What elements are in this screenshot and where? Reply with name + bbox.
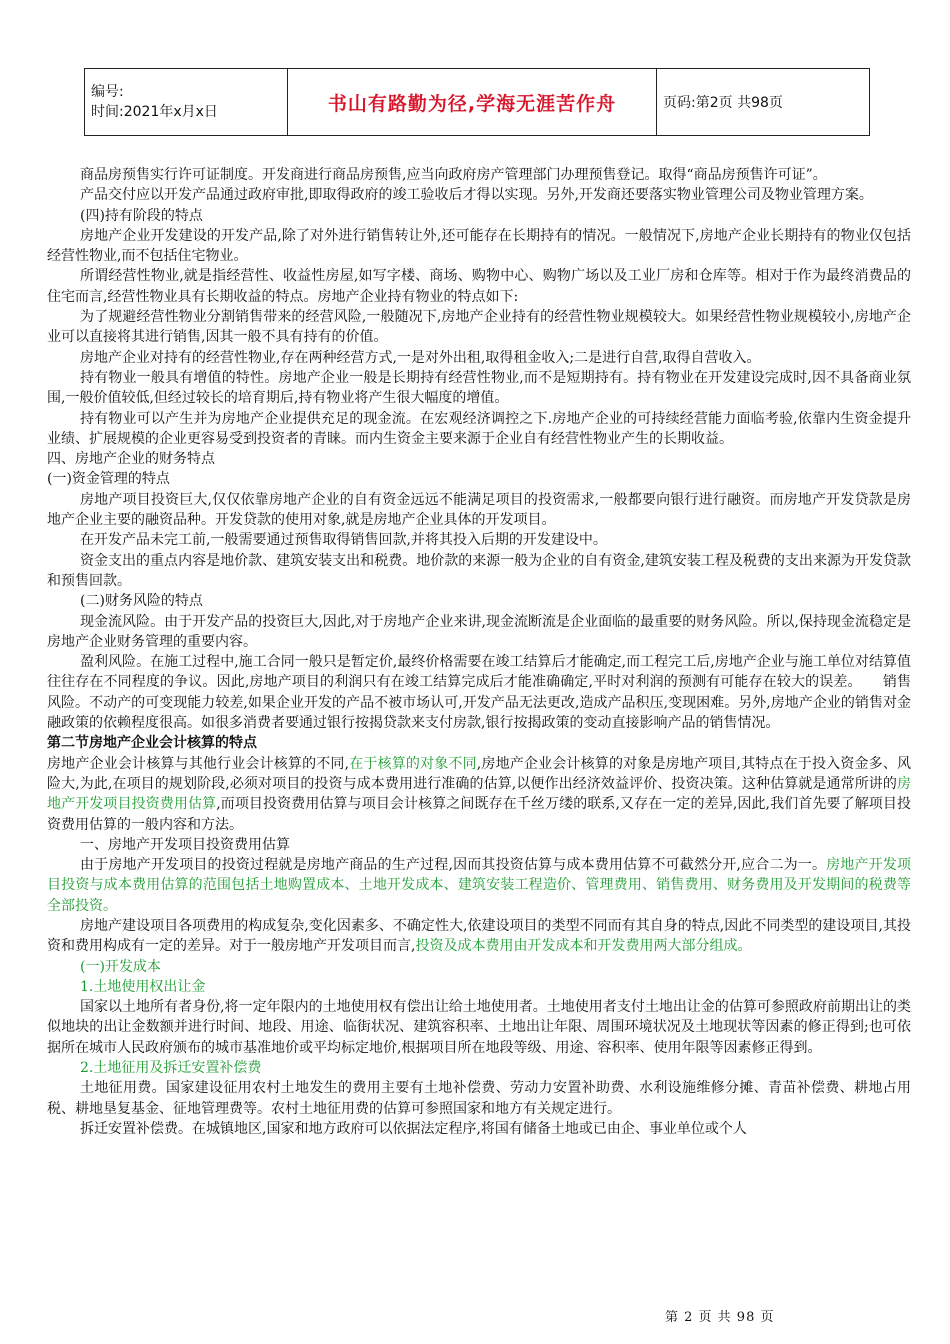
document-body (47, 165, 911, 1139)
paragraph: 一、房地产开发项目投资费用估算 (80, 836, 290, 853)
paragraph: 为了规避经营性物业分割销售带来的经营风险,一般随况下,房地产企业持有的经营性物业规模较大。如果经营性物业规模较小,房地产企业可以直接将其进行销售,因其一般不具有持有的价值。 (47, 309, 911, 346)
paragraph: 资金支出的重点内容是地价款、建筑安装支出和税费。地价款的来源一般为企业的自有资金,建筑安装工程及税费的支出来源为开发贷款和预售回款。 (47, 552, 911, 589)
paragraph: (二)财务风险的特点 (80, 593, 203, 610)
text-segment: 房地产企业会计核算与其他行业会计核算的不同, (47, 755, 350, 772)
section-heading: 第二节房地产企业会计核算的特点 (47, 735, 257, 752)
paragraph (47, 855, 911, 916)
paragraph: 国家以土地所有者身份,将一定年限内的土地使用权有偿出让给土地使用者。土地使用者支付土地出让金的估算可参照政府前期出让的类似地块的出让金数额并进行时间、地段、用途、临街状况、建筑容积率、土地出让年限、周围环境状况及土地现状等因素的修正得到;也可依据所在城市人民政府颁布的城市基准地价或平均标定地价,根据项目所在地段等级、用途、容积率、使用年限等因素修正得到。 (47, 999, 911, 1056)
header-meta (85, 69, 288, 136)
paragraph: 盈利风险。在施工过程中,施工合同一般只是暂定价,最终价格需要在竣工结算后才能确定,而工程完工后,房地产企业与施工单位对结算值往往存在不同程度的争议。因此,房地产项目的利润只有在竣工结算完成后才能准确确定,平时对利润的预测有可能存在较大的误差。 销售风险。不动产的可变现能力较差,如果企业开发的产品不被市场认可,开发产品无法更改,造成产品积压,变现困难。另外,房地产企业的销售对金融政策的依赖程度很高。如很多消费者要通过银行按揭贷款来支付房款,银行按揭政策的变动直接影响产品的销售情况。 (47, 654, 911, 732)
paragraph: 2.土地征用及拆迁安置补偿费 (80, 1060, 262, 1077)
text-segment: ,而项目投资费用估算与项目会计核算之间既存在千丝万缕的联系,又存在一定的差异,因此,我们首先要了解项目投资费用估算的一般内容和方法。 (47, 796, 911, 833)
paragraph (47, 754, 911, 835)
code-label: 编号: (91, 84, 124, 100)
highlighted-text: 在于核算的对象不同 (349, 755, 477, 772)
paragraph: 持有物业一般具有增值的特性。房地产企业一般是长期持有经营性物业,而不是短期持有。持有物业在开发建设完成时,因不具备商业氛围,一般价值较低,但经过较长的培育期后,持有物业将产生很大幅度的增值。 (47, 369, 911, 407)
highlighted-text: 投资及成本费用由开发成本和开发费用两大部分组成。 (415, 938, 752, 955)
paragraph: 在开发产品未完工前,一般需要通过预售取得销售回款,并将其投入后期的开发建设中。 (80, 532, 607, 549)
text-segment: 由于房地产开发项目的投资过程就是房地产商品的生产过程,因而其投资估算与成本费用估算不可截然分开,应合二为一。 (80, 857, 827, 874)
paragraph: 房地产项目投资巨大,仅仅依靠房地产企业的自有资金远远不能满足项目的投资需求,一般都要向银行进行融资。而房地产开发贷款是房地产企业主要的融资品种。开发贷款的使用对象,就是房地产企业具体的开发项目。 (47, 491, 911, 529)
document-header (84, 68, 870, 136)
paragraph: 产品交付应以开发产品通过政府审批,即取得政府的竣工验收后才得以实现。另外,开发商还要落实物业管理公司及物业管理方案。 (80, 187, 873, 204)
highlighted-text: 房地产开发项目投资费用估算 (47, 775, 911, 813)
text-segment: 房地产建设项目各项费用的构成复杂,变化因素多、不确定性大,依建设项目的类型不同而有其自身的特点,因此不同类型的建设项目,其投资和费用构成有一定的差异。对于一般房地产开发项目而言, (47, 917, 911, 955)
paragraph: 1.土地使用权出让金 (80, 978, 206, 995)
text-segment: ,房地产企业会计核算的对象是房地产项目,其特点在于投入资金多、风险大,为此,在项目的规划阶段,必须对项目的投资与成本费用进行准确的估算,以便作出经济效益评价、投资决策。这种估算就是通常所讲的 (47, 755, 912, 792)
paragraph (47, 916, 911, 957)
time-label: 时间:2021年x月x日 (91, 104, 218, 120)
motto: 书山有路勤为径,学海无涯苦作舟 (288, 69, 657, 136)
paragraph: 土地征用费。国家建设征用农村土地发生的费用主要有土地补偿费、劳动力安置补助费、水利设施维修分摊、青苗补偿费、耕地占用税、耕地垦复基金、征地管理费等。农村土地征用费的估算可参照国家和地方有关规定进行。 (47, 1080, 911, 1117)
paragraph: (一)资金管理的特点 (47, 471, 170, 488)
paragraph: (一)开发成本 (80, 958, 161, 975)
paragraph: 持有物业可以产生并为房地产企业提供充足的现金流。在宏观经济调控之下.房地产企业的可持续经营能力面临考验,依靠内生资金提升业绩、扩展规模的企业更容易受到投资者的青睐。而内生资金主要来源于企业自有经营性物业产生的长期收益。 (47, 410, 911, 447)
paragraph: (四)持有阶段的特点 (80, 207, 203, 224)
paragraph: 房地产企业开发建设的开发产品,除了对外进行销售转让外,还可能存在长期持有的情况。一般情况下,房地产企业长期持有的物业仅包括经营性物业,而不包括住宅物业。 (47, 227, 911, 265)
page-footer: 第 2 页 共 98 页 (665, 1310, 775, 1325)
paragraph: 拆迁安置补偿费。在城镇地区,国家和地方政府可以依据法定程序,将国有储备土地或已由企、事业单位或个人 (80, 1120, 747, 1137)
highlighted-text: 房地产开发项目投资与成本费用估算的范围包括土地购置成本、土地开发成本、建筑安装工程造价、管理费用、销售费用、财务费用及开发期间的税费等全部投资。 (47, 857, 911, 914)
page-label: 页码:第2页 共98页 (657, 69, 870, 136)
paragraph: 商品房预售实行许可证制度。开发商进行商品房预售,应当向政府房产管理部门办理预售登记。取得“商品房预售许可证”。 (80, 167, 827, 183)
paragraph: 所谓经营性物业,就是指经营性、收益性房屋,如写字楼、商场、购物中心、购物广场以及工业厂房和仓库等。相对于作为最终消费品的住宅而言,经营性物业具有长期收益的特点。房地产企业持有物业的特点如下: (47, 268, 911, 305)
paragraph: 房地产企业对持有的经营性物业,存在两种经营方式,一是对外出租,取得租金收入;二是进行自营,取得自营收入。 (80, 349, 761, 366)
paragraph: 四、房地产企业的财务特点 (47, 451, 215, 468)
paragraph: 现金流风险。由于开发产品的投资巨大,因此,对于房地产企业来讲,现金流断流是企业面临的最重要的财务风险。所以,保持现金流稳定是房地产企业财务管理的重要内容。 (47, 613, 911, 650)
